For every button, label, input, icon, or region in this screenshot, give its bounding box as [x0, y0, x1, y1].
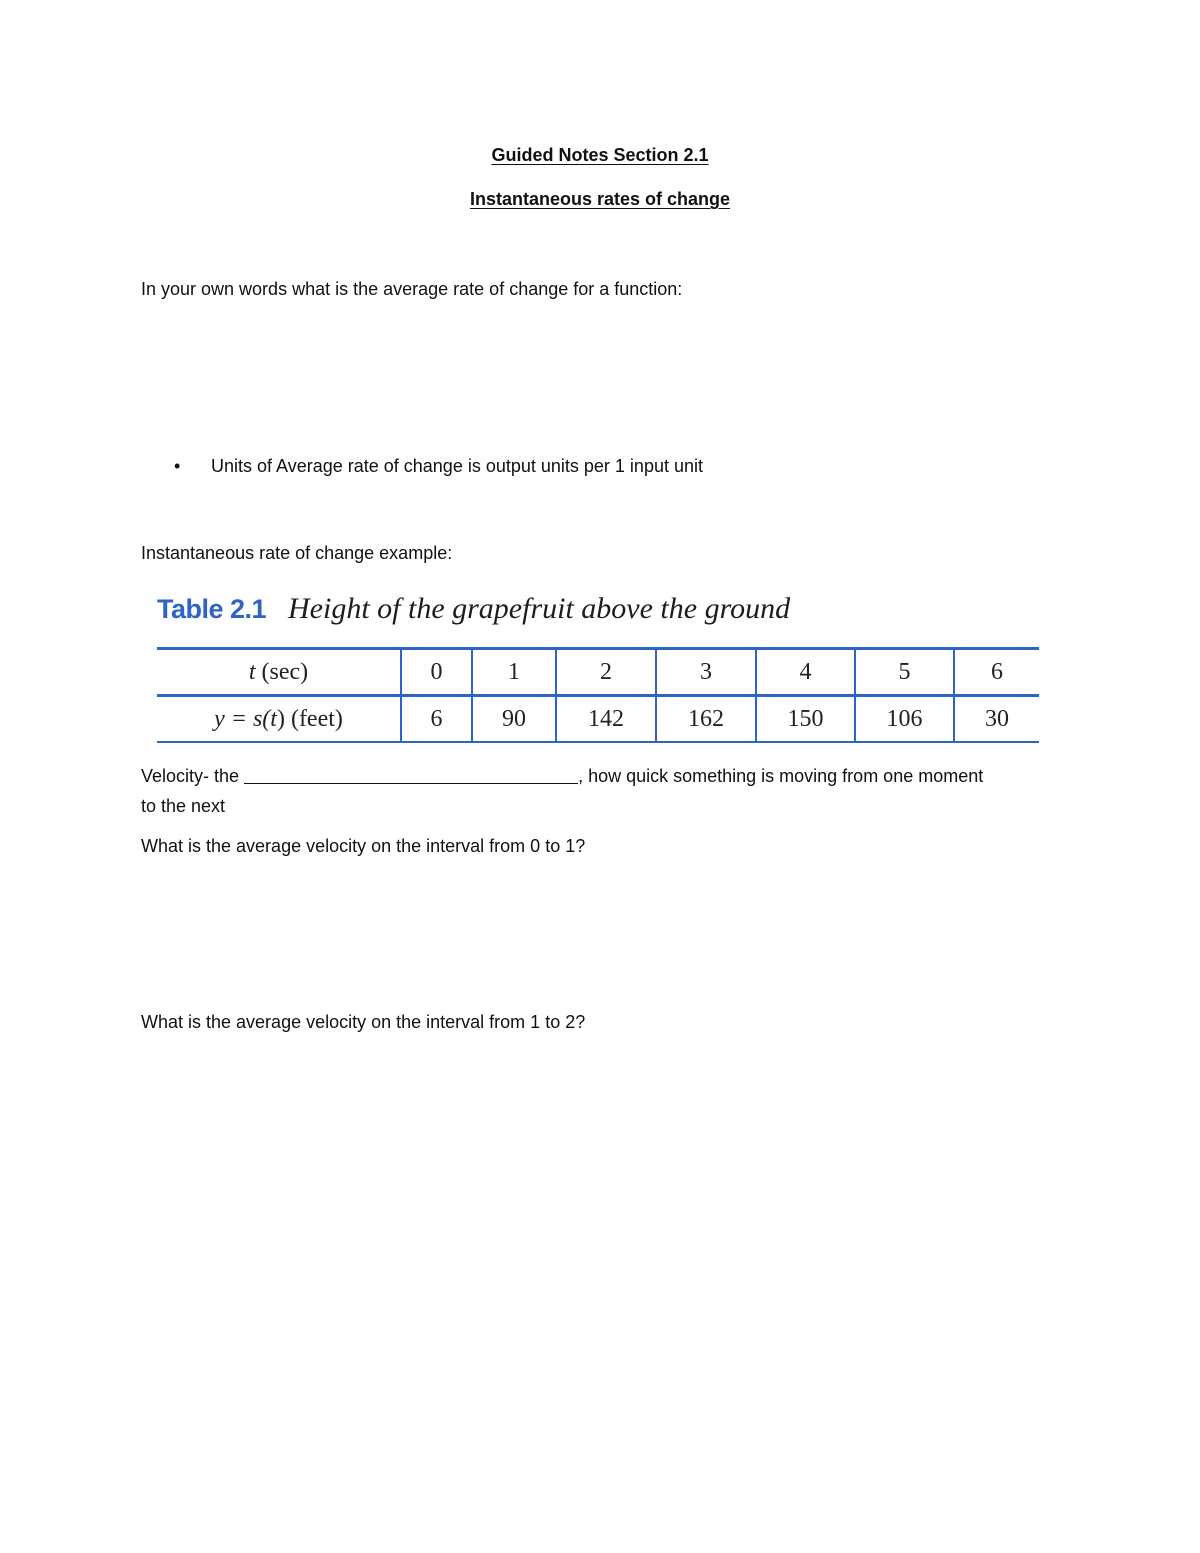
grapefruit-data-table: [157, 647, 1039, 743]
velocity-prefix: Velocity- the: [141, 766, 245, 786]
table-cell: 5: [855, 649, 954, 696]
table-caption: [157, 592, 1039, 636]
table-cell: 4: [756, 649, 855, 696]
bullet-icon: •: [174, 456, 181, 476]
table-cell: 30: [954, 696, 1039, 743]
table-row-height: [157, 696, 1039, 743]
table-cell: 6: [954, 649, 1039, 696]
average-rate-prompt: In your own words what is the average rate of change for a function:: [141, 279, 683, 299]
page-subtitle: Instantaneous rates of change: [469, 189, 731, 209]
table-cell: 0: [401, 649, 472, 696]
question-interval-0-1: What is the average velocity on the interval from 0 to 1?: [141, 836, 586, 856]
velocity-suffix: , how quick something is moving from one moment: [578, 766, 984, 786]
question-interval-1-2: What is the average velocity on the interval from 1 to 2?: [141, 1012, 586, 1032]
velocity-continuation: to the next: [141, 796, 226, 816]
table-number-label: Table 2.1: [157, 594, 267, 624]
table-cell: 1: [472, 649, 556, 696]
table-cell: 106: [855, 696, 954, 743]
table-title: Height of the grapefruit above the ground: [288, 592, 791, 625]
table-cell: 90: [472, 696, 556, 743]
grapefruit-table-figure: [157, 592, 1039, 732]
row-header-height: y = s(t) (feet): [157, 696, 401, 743]
units-bullet-item: [174, 454, 703, 478]
velocity-blank-line[interactable]: [244, 765, 578, 784]
velocity-definition: [141, 761, 1041, 821]
table-row-time: [157, 649, 1039, 696]
example-label: Instantaneous rate of change example:: [141, 543, 453, 563]
table-cell: 150: [756, 696, 855, 743]
row-header-time: t (sec): [157, 649, 401, 696]
table-cell: 142: [556, 696, 656, 743]
page-title: Guided Notes Section 2.1: [491, 145, 709, 165]
units-bullet-text: Units of Average rate of change is output units per 1 input unit: [211, 456, 703, 476]
table-cell: 162: [656, 696, 756, 743]
table-cell: 6: [401, 696, 472, 743]
table-cell: 2: [556, 649, 656, 696]
table-cell: 3: [656, 649, 756, 696]
